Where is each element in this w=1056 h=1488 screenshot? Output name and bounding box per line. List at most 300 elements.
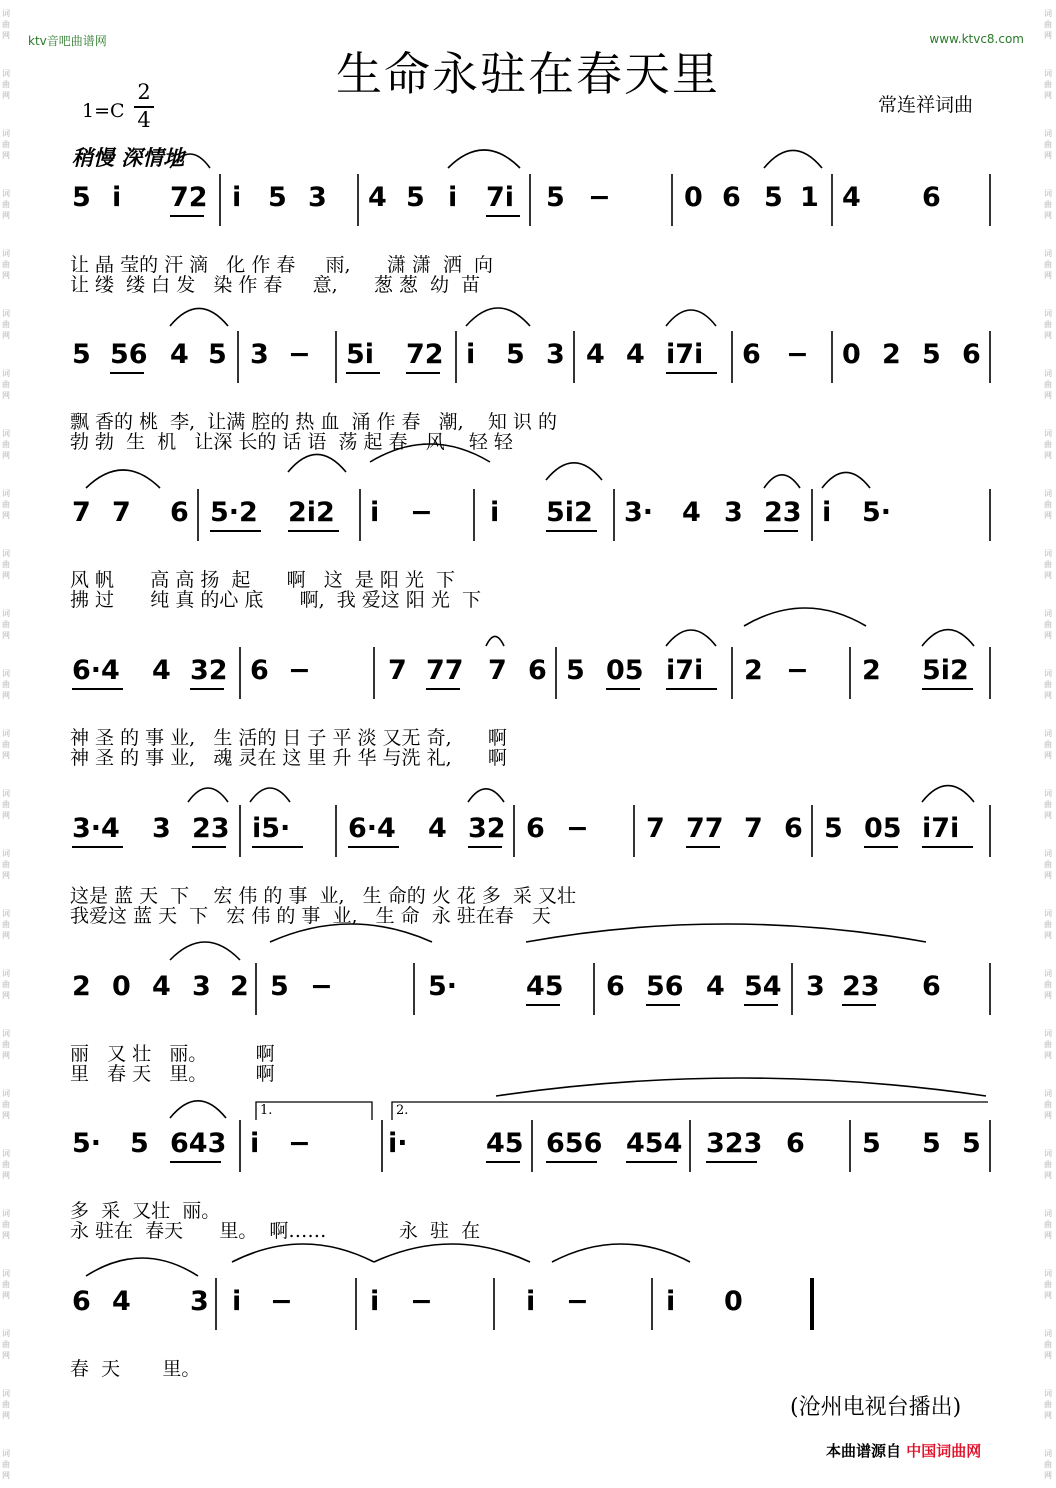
note: 1 xyxy=(800,182,819,213)
lyric-verse-2: 神 圣 的 事 业, 魂 灵在 这 里 升 华 与洗 礼, 啊 xyxy=(70,747,507,769)
watermark-glyph: 曲 xyxy=(2,620,10,629)
watermark-glyph: 词 xyxy=(1044,429,1052,438)
watermark-glyph: 曲 xyxy=(1044,200,1052,209)
note: 5 xyxy=(72,182,91,213)
note: 72 xyxy=(406,339,444,370)
lyric-verse-1: 让 晶 莹的 汗 滴 化 作 春 雨, 潇 潇 洒 向 xyxy=(70,254,494,276)
watermark-glyph: 曲 xyxy=(2,740,10,749)
source-site[interactable]: 中国词曲网 xyxy=(906,1442,982,1460)
note: 0 xyxy=(112,971,131,1002)
watermark-glyph: 词 xyxy=(1044,669,1052,678)
note: 54 xyxy=(744,971,782,1002)
watermark-glyph: 曲 xyxy=(2,1100,10,1109)
note: 6 xyxy=(250,655,269,686)
note: 72 xyxy=(170,182,208,213)
slur-arc xyxy=(448,150,520,168)
watermark-glyph: 词 xyxy=(2,69,10,78)
note: i7i xyxy=(666,655,704,686)
watermark-glyph: 曲 xyxy=(1044,20,1052,29)
note: 5 xyxy=(270,971,289,1002)
watermark-glyph: 曲 xyxy=(1044,320,1052,329)
watermark-glyph: 曲 xyxy=(1044,860,1052,869)
slur-arc xyxy=(170,154,210,168)
note: − xyxy=(288,1128,311,1159)
watermark-glyph: 网 xyxy=(2,271,10,280)
watermark-glyph: 网 xyxy=(2,751,10,760)
watermark-glyph: 网 xyxy=(1044,811,1052,820)
tempo-marking: 稍慢 深情地 xyxy=(72,145,185,170)
note: 2 xyxy=(882,339,901,370)
note: − xyxy=(270,1286,293,1317)
note: 4 xyxy=(170,339,189,370)
watermark-glyph: 曲 xyxy=(1044,800,1052,809)
note: 7i xyxy=(486,182,515,213)
watermark-glyph: 曲 xyxy=(2,920,10,929)
watermark-glyph: 网 xyxy=(1044,1051,1052,1060)
watermark-glyph: 曲 xyxy=(1044,380,1052,389)
note: − xyxy=(410,1286,433,1317)
slur-arc xyxy=(666,310,716,326)
watermark-glyph: 曲 xyxy=(1044,80,1052,89)
watermark-glyph: 网 xyxy=(2,871,10,880)
note: 4 xyxy=(428,813,447,844)
watermark-glyph: 词 xyxy=(2,369,10,378)
slur-arc xyxy=(86,1258,198,1276)
lyric-verse-1: 飘 香的 桃 李, 让满 腔的 热 血 涌 作 春 潮, 知 识 的 xyxy=(70,411,557,433)
note: 3· xyxy=(624,497,654,528)
watermark-glyph: 词 xyxy=(2,129,10,138)
watermark-glyph: 网 xyxy=(2,1471,10,1480)
watermark-glyph: 曲 xyxy=(1044,500,1052,509)
note: i xyxy=(822,497,832,528)
site-label-left[interactable]: ktv音吧曲谱网 xyxy=(28,34,107,48)
watermark-glyph: 网 xyxy=(1044,1111,1052,1120)
watermark-glyph: 词 xyxy=(1044,849,1052,858)
watermark-glyph: 词 xyxy=(2,249,10,258)
watermark-glyph: 词 xyxy=(2,849,10,858)
note: 6 xyxy=(722,182,741,213)
note: 5 xyxy=(130,1128,149,1159)
composer-credit: 常连祥词曲 xyxy=(878,94,974,116)
time-bottom: 4 xyxy=(137,107,151,132)
note: i xyxy=(448,182,458,213)
slur-arc xyxy=(468,789,504,802)
watermark-glyph: 词 xyxy=(2,489,10,498)
note: i7i xyxy=(922,813,960,844)
note: i xyxy=(466,339,476,370)
watermark-glyph: 词 xyxy=(1044,1329,1052,1338)
watermark-glyph: 网 xyxy=(1044,1411,1052,1420)
watermark-glyph: 词 xyxy=(2,1269,10,1278)
watermark-glyph: 曲 xyxy=(1044,1400,1052,1409)
note: 5 xyxy=(764,182,783,213)
note: 7 xyxy=(388,655,407,686)
lyric-verse-2: 让 缕 缕 白 发 染 作 春 意, 葱 葱 幼 苗 xyxy=(70,274,481,296)
watermark-glyph: 词 xyxy=(2,609,10,618)
slur-arc xyxy=(744,608,866,626)
watermark-glyph: 词 xyxy=(2,729,10,738)
note: 5i2 xyxy=(922,655,969,686)
watermark-glyph: 网 xyxy=(1044,991,1052,1000)
watermark-glyph: 网 xyxy=(2,931,10,940)
watermark-glyph: 曲 xyxy=(2,440,10,449)
watermark-glyph: 曲 xyxy=(2,80,10,89)
watermark-glyph: 网 xyxy=(1044,1351,1052,1360)
watermark-glyph: 网 xyxy=(2,811,10,820)
watermark-glyph: 曲 xyxy=(2,260,10,269)
slur-arc xyxy=(922,786,974,802)
note: − xyxy=(588,182,611,213)
note: 23 xyxy=(842,971,880,1002)
note: 2 xyxy=(72,971,91,1002)
note: 5 xyxy=(406,182,425,213)
watermark-glyph: 曲 xyxy=(1044,680,1052,689)
watermark-glyph: 网 xyxy=(2,211,10,220)
note: i xyxy=(250,1128,260,1159)
watermark-glyph: 网 xyxy=(2,1231,10,1240)
watermark-glyph: 网 xyxy=(1044,1171,1052,1180)
source-prefix: 本曲谱源自 xyxy=(826,1442,902,1460)
watermark-glyph: 曲 xyxy=(1044,920,1052,929)
watermark-glyph: 曲 xyxy=(1044,560,1052,569)
volta-1-label: 1. xyxy=(260,1103,273,1118)
note: 7 xyxy=(112,497,131,528)
watermark-glyph: 网 xyxy=(1044,31,1052,40)
slur-arc xyxy=(188,788,228,802)
lyric-verse-1: 神 圣 的 事 业, 生 活的 日 子 平 淡 又无 奇, 啊 xyxy=(70,727,507,749)
slur-arc xyxy=(764,150,822,168)
watermark-glyph: 网 xyxy=(2,1051,10,1060)
slur-arc xyxy=(288,454,346,472)
watermark-glyph: 网 xyxy=(2,391,10,400)
watermark-glyph: 曲 xyxy=(1044,980,1052,989)
watermark-glyph: 词 xyxy=(2,309,10,318)
watermark-glyph: 词 xyxy=(1044,1029,1052,1038)
watermark-glyph: 曲 xyxy=(1044,1160,1052,1169)
watermark-glyph: 网 xyxy=(2,31,10,40)
note: 3 xyxy=(308,182,327,213)
slur-arc xyxy=(764,475,800,488)
note: 6 xyxy=(606,971,625,1002)
watermark-glyph: 网 xyxy=(1044,451,1052,460)
lyric-verse-1: 春 天 里。 xyxy=(70,1358,201,1380)
slur-arc xyxy=(370,444,490,462)
watermark-glyph: 网 xyxy=(2,1411,10,1420)
watermark-glyph: 网 xyxy=(1044,91,1052,100)
watermark-glyph: 曲 xyxy=(2,1400,10,1409)
note: 77 xyxy=(686,813,724,844)
note: − xyxy=(288,655,311,686)
watermark-glyph: 曲 xyxy=(1044,1340,1052,1349)
note: 4 xyxy=(152,655,171,686)
note: 3 xyxy=(724,497,743,528)
lyric-verse-2: 我爱这 蓝 天 下 宏 伟 的 事 业, 生 命 永 驻在春 天 xyxy=(70,905,551,927)
watermark-glyph: 词 xyxy=(1044,1269,1052,1278)
slur-arc xyxy=(250,788,290,802)
volta-2-label: 2. xyxy=(396,1103,409,1118)
note: 6·4 xyxy=(348,813,396,844)
note: 5 xyxy=(922,339,941,370)
watermark-glyph: 网 xyxy=(1044,271,1052,280)
note: − xyxy=(288,339,311,370)
note: 56 xyxy=(110,339,148,370)
note: 5i xyxy=(346,339,375,370)
note: 32 xyxy=(468,813,506,844)
watermark-glyph: 网 xyxy=(2,631,10,640)
lyric-verse-2: 永 驻在 春天 里。 啊…… 永 驻 在 xyxy=(70,1220,481,1242)
note: 656 xyxy=(546,1128,603,1159)
watermark-glyph: 曲 xyxy=(2,20,10,29)
note: 3 xyxy=(806,971,825,1002)
watermark-glyph: 网 xyxy=(1044,1471,1052,1480)
note: 45 xyxy=(526,971,564,1002)
watermark-glyph: 词 xyxy=(1044,489,1052,498)
watermark-glyph: 曲 xyxy=(1044,440,1052,449)
watermark-glyph: 词 xyxy=(1044,549,1052,558)
note: 5 xyxy=(862,1128,881,1159)
note: 4 xyxy=(706,971,725,1002)
watermark-glyph: 词 xyxy=(1044,609,1052,618)
lyric-verse-2: 拂 过 纯 真 的心 底 啊, 我 爱这 阳 光 下 xyxy=(70,589,481,611)
slur-arc xyxy=(822,472,870,488)
watermark-glyph: 网 xyxy=(2,451,10,460)
note: − xyxy=(786,655,809,686)
watermark-glyph: 曲 xyxy=(2,1340,10,1349)
note: 323 xyxy=(706,1128,763,1159)
note: 2 xyxy=(230,971,249,1002)
note: 6 xyxy=(72,1286,91,1317)
watermark-glyph: 词 xyxy=(2,429,10,438)
watermark-glyph: 曲 xyxy=(1044,260,1052,269)
note: 5 xyxy=(962,1128,981,1159)
note: 6 xyxy=(962,339,981,370)
watermark-glyph: 词 xyxy=(2,1089,10,1098)
note: 3 xyxy=(546,339,565,370)
note: 0 xyxy=(842,339,861,370)
note: 05 xyxy=(864,813,902,844)
slur-arc xyxy=(526,924,926,942)
slur-arc xyxy=(170,308,228,326)
slur-arc xyxy=(546,463,602,480)
watermark-glyph: 曲 xyxy=(2,860,10,869)
note: 5· xyxy=(72,1128,102,1159)
note: − xyxy=(310,971,333,1002)
watermark-glyph: 曲 xyxy=(2,320,10,329)
note: 32 xyxy=(190,655,228,686)
note: 56 xyxy=(646,971,684,1002)
note: 2 xyxy=(862,655,881,686)
watermark-glyph: 词 xyxy=(2,1389,10,1398)
watermark-glyph: 词 xyxy=(1044,69,1052,78)
site-label-right[interactable]: www.ktvc8.com xyxy=(929,32,1024,46)
lyric-verse-1: 这是 蓝 天 下 宏 伟 的 事 业, 生 命的 火 花 多 采 又壮 xyxy=(70,885,576,907)
watermark-glyph: 词 xyxy=(1044,1149,1052,1158)
watermark-glyph: 曲 xyxy=(2,1280,10,1289)
watermark-glyph: 曲 xyxy=(1044,140,1052,149)
note: i xyxy=(666,1286,676,1317)
time-top: 2 xyxy=(137,80,151,104)
note: 4 xyxy=(682,497,701,528)
slur-arc xyxy=(270,924,432,942)
note: 6 xyxy=(784,813,803,844)
watermark-glyph: 曲 xyxy=(2,500,10,509)
watermark-glyph: 词 xyxy=(2,549,10,558)
note: 7 xyxy=(646,813,665,844)
watermark-glyph: 曲 xyxy=(1044,1460,1052,1469)
note: 5 xyxy=(268,182,287,213)
note: 3·4 xyxy=(72,813,120,844)
source-credit xyxy=(826,1440,981,1461)
note: 4 xyxy=(368,182,387,213)
slur-arc xyxy=(922,630,974,646)
lyric-verse-1: 风 帆 高 高 扬 起 啊 这 是 阳 光 下 xyxy=(70,569,456,591)
watermark-glyph: 网 xyxy=(2,1291,10,1300)
watermark-glyph: 词 xyxy=(2,1149,10,1158)
watermark-glyph: 曲 xyxy=(2,980,10,989)
watermark-glyph: 网 xyxy=(1044,571,1052,580)
note: 3 xyxy=(152,813,171,844)
note: i xyxy=(112,182,122,213)
note: 4 xyxy=(112,1286,131,1317)
note: 5i2 xyxy=(546,497,593,528)
watermark-glyph: 词 xyxy=(1044,189,1052,198)
note: 5 xyxy=(506,339,525,370)
note: 3 xyxy=(190,1286,209,1317)
watermark-glyph: 曲 xyxy=(2,560,10,569)
lyric-verse-1: 丽 又 壮 丽。 啊 xyxy=(70,1043,275,1065)
watermark-glyph: 网 xyxy=(1044,331,1052,340)
watermark-glyph: 网 xyxy=(1044,871,1052,880)
watermark-glyph: 曲 xyxy=(2,1220,10,1229)
watermark-glyph: 网 xyxy=(1044,1231,1052,1240)
watermark-glyph: 词 xyxy=(1044,309,1052,318)
watermark-glyph: 词 xyxy=(1044,969,1052,978)
volta-2 xyxy=(392,1102,988,1120)
note: 4 xyxy=(586,339,605,370)
watermark-glyph: 曲 xyxy=(2,1460,10,1469)
note: 3 xyxy=(250,339,269,370)
note: 643 xyxy=(170,1128,227,1159)
note: i xyxy=(232,182,242,213)
slur-arc xyxy=(170,942,240,960)
note: 6 xyxy=(922,971,941,1002)
watermark-glyph: 词 xyxy=(1044,1389,1052,1398)
note: − xyxy=(410,497,433,528)
note: i xyxy=(370,497,380,528)
watermark-glyph: 网 xyxy=(1044,391,1052,400)
note: 3 xyxy=(192,971,211,1002)
watermark-glyph: 曲 xyxy=(1044,1100,1052,1109)
watermark-glyph: 网 xyxy=(2,1351,10,1360)
watermark-glyph: 网 xyxy=(2,1111,10,1120)
slur-arc xyxy=(486,636,504,646)
note: 45 xyxy=(486,1128,524,1159)
note: 6 xyxy=(922,182,941,213)
slur-arc xyxy=(170,1101,226,1118)
note: 5·2 xyxy=(210,497,258,528)
watermark-glyph: 网 xyxy=(2,151,10,160)
note: 6 xyxy=(528,655,547,686)
watermark-glyph: 词 xyxy=(2,9,10,18)
watermark-glyph: 网 xyxy=(2,1171,10,1180)
watermark-glyph: 曲 xyxy=(2,140,10,149)
lyric-verse-2: 里 春 天 里。 啊 xyxy=(70,1063,275,1085)
slur-arc xyxy=(86,470,160,488)
note: 5· xyxy=(862,497,892,528)
watermark-glyph: 网 xyxy=(2,991,10,1000)
watermark-glyph: 网 xyxy=(1044,931,1052,940)
watermark-glyph: 曲 xyxy=(2,800,10,809)
watermark-glyph: 词 xyxy=(1044,1449,1052,1458)
watermark-glyph: 网 xyxy=(2,331,10,340)
volta-1 xyxy=(256,1102,372,1120)
song-title: 生命永驻在春天里 xyxy=(336,47,720,101)
watermark-glyph: 词 xyxy=(1044,1089,1052,1098)
note: 4 xyxy=(152,971,171,1002)
note: 0 xyxy=(684,182,703,213)
watermark-glyph: 网 xyxy=(1044,511,1052,520)
note: 5 xyxy=(546,182,565,213)
note: 5· xyxy=(428,971,458,1002)
slur-arc xyxy=(374,1244,530,1262)
note: 6·4 xyxy=(72,655,120,686)
note: i xyxy=(370,1286,380,1317)
note: 5 xyxy=(208,339,227,370)
key-signature: 1=C xyxy=(82,100,125,122)
note: 23 xyxy=(192,813,230,844)
slur-arc xyxy=(496,1078,986,1096)
watermark-glyph: 词 xyxy=(2,789,10,798)
watermark-glyph: 词 xyxy=(1044,129,1052,138)
watermark-glyph: 网 xyxy=(2,91,10,100)
note: i7i xyxy=(666,339,704,370)
note: − xyxy=(566,1286,589,1317)
watermark-glyph: 词 xyxy=(1044,249,1052,258)
watermark-glyph: 词 xyxy=(2,969,10,978)
note: 77 xyxy=(426,655,464,686)
watermark-glyph: 词 xyxy=(2,1029,10,1038)
note: 5 xyxy=(72,339,91,370)
note: 0 xyxy=(724,1286,743,1317)
watermark-glyph: 曲 xyxy=(1044,1040,1052,1049)
watermark-glyph: 词 xyxy=(1044,729,1052,738)
slur-arc xyxy=(552,1244,690,1262)
lyric-verse-1: 多 采 又壮 丽。 xyxy=(70,1200,221,1222)
watermark-glyph: 词 xyxy=(1044,789,1052,798)
note: 6 xyxy=(742,339,761,370)
watermark-glyph: 曲 xyxy=(2,1160,10,1169)
note: 7 xyxy=(744,813,763,844)
watermark-glyph: 曲 xyxy=(2,1040,10,1049)
watermark-glyph: 词 xyxy=(1044,9,1052,18)
note: i xyxy=(232,1286,242,1317)
note: 454 xyxy=(626,1128,683,1159)
note: 4 xyxy=(842,182,861,213)
watermark-glyph: 网 xyxy=(2,691,10,700)
note: 5 xyxy=(824,813,843,844)
watermark-glyph: 网 xyxy=(1044,751,1052,760)
slur-arc xyxy=(232,1244,374,1262)
watermark-glyph: 曲 xyxy=(2,200,10,209)
watermark-glyph: 网 xyxy=(1044,211,1052,220)
watermark-glyph: 网 xyxy=(1044,691,1052,700)
note: 05 xyxy=(606,655,644,686)
note: 6 xyxy=(526,813,545,844)
note: i· xyxy=(388,1128,408,1159)
note: 7 xyxy=(488,655,507,686)
note: 5 xyxy=(922,1128,941,1159)
slur-arc xyxy=(466,308,530,326)
